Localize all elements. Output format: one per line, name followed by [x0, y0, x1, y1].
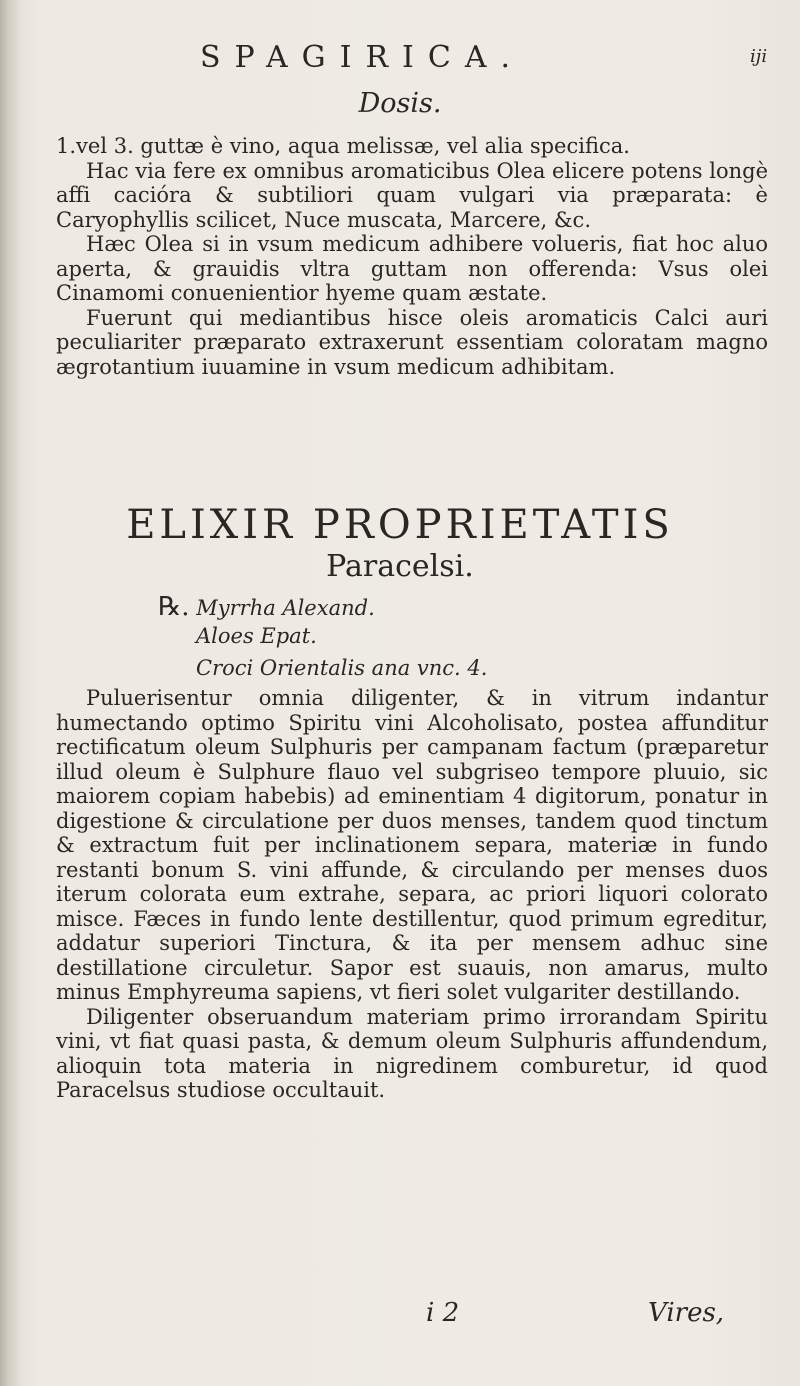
section-heading-dosis: Dosis.: [358, 88, 442, 119]
binding-shadow: [0, 0, 22, 1386]
recipe-sign: ℞.: [158, 592, 190, 622]
dosis-paragraph: Fuerunt qui mediantibus hisce oleis aromaticis Calci auri peculiariter præparato extraxerunt essentiam coloratam magno ægrotantium iuuamine in vsum medicum adhibitam.: [56, 305, 768, 379]
page-footer: [0, 1298, 800, 1328]
ingredient-text: Croci Orientalis ana vnc. 4.: [196, 656, 488, 680]
ingredient-line: [158, 592, 375, 622]
elixir-subtitle: Paracelsi.: [326, 549, 474, 584]
running-title: SPAGIRICA.: [200, 40, 525, 75]
signature-mark: i 2: [426, 1298, 460, 1328]
method-text-block: [56, 686, 768, 1103]
ingredient-text: Myrrha Alexand.: [196, 596, 375, 620]
dosis-paragraph: Hac via fere ex omnibus aromaticibus Olea elicere potens longè affi cacióra & subtiliori quam vulgari via præparata: è Caryophyllis scilicet, Nuce muscata, Marcere, &c.: [56, 158, 768, 232]
method-paragraph: Puluerisentur omnia diligenter, & in vitrum indantur humectando optimo Spiritu vini Alcoholisato, postea affunditur rectificatum oleum Sulphuris per campanam factum (præparetur illud oleum è Sulphure flauo vel subgriseo tempore pluuio, sic maiorem copiam habebis) ad eminentiam 4 digitorum, ponatur in digestione & circulatione per duos menses, tandem quod tinctum & extractum fuit per inclinationem separa, materiæ in fundo restanti bonum S. vini affunde, & circulando per menses duos iterum colorata eum extrahe, separa, ac priori liquori colorato misce. Fæces in fundo lente destillentur, quod primum egreditur, addatur superiori Tinctura, & ita per mensem adhuc sine destillatione circuletur. Sapor est suauis, non amarus, multo minus Emphyreuma sapiens, vt fieri solet vulgariter destillando.: [56, 686, 768, 1004]
page-header: [0, 40, 800, 76]
ingredient-line: [196, 624, 317, 648]
dosis-paragraph: 1.vel 3. guttæ è vino, aqua melissæ, vel alia specifica.: [56, 134, 630, 158]
elixir-title: ELIXIR PROPRIETATIS: [126, 502, 674, 548]
ingredient-line: [196, 656, 487, 680]
catchword: Vires,: [648, 1298, 725, 1328]
dosis-text-block: [56, 134, 768, 379]
page-number: iji: [750, 46, 768, 67]
method-paragraph: Diligenter obseruandum materiam primo irrorandam Spiritu vini, vt fiat quasi pasta, & demum oleum Sulphuris affundendum, alioquin tota materia in nigredinem comburetur, id quod Paracelsus studiose occultauit.: [56, 1004, 768, 1102]
ingredient-text: Aloes Epat.: [196, 624, 317, 648]
dosis-paragraph: Hæc Olea si in vsum medicum adhibere volueris, fiat hoc aluo aperta, & grauidis vltra guttam non offerenda: Vsus olei Cinamomi conuenientior hyeme quam æstate.: [56, 232, 768, 305]
